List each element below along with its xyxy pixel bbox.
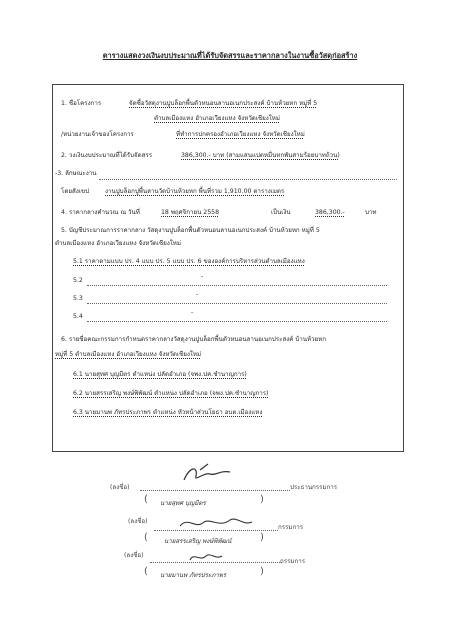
item5-4-line [87, 321, 387, 322]
item5-label: 5. บัญชีประมาณการราคากลาง วัสดุงานปูบล็อกพื้นตัวหนอนลานอเนกประสงค์ บ้านห้วยหก หมู่ที่ 5 [61, 227, 320, 234]
item2-label: 2. วงเงินงบประมาณที่ได้รับจัดสรร [61, 152, 153, 159]
document-title: ตารางแสดงวงเงินงบประมาณที่ได้รับจัดสรรและราคากลางในงานซื้อวัสดุก่อสร้าง [102, 51, 358, 60]
signature-2-name: นายสรรเสริญ พงษ์พิพัฒน์ [164, 538, 232, 545]
content-table [52, 84, 404, 452]
item3-description: งานปูบล็อกปูพื้นลานวัดบ้านห้วยหก พื้นที่รวม 1,910.00 ตารางเมตร [105, 188, 285, 195]
item3-label: -3. ลักษณะงาน [55, 170, 97, 177]
item4-unit: บาท [365, 209, 377, 216]
committee-member-3: 6.3 นายมานพ ภัทรประภาพร ตำแหน่ง หัวหน้าส่วนโยธา อบต.เมืองแหง [73, 409, 263, 416]
item5-1: 5.1 ราคาตามแบบ ปร. 4 แบบ ปร. 5 แบบ ปร. 6 ขององค์การบริหารส่วนตำบลเมืองแหง [73, 258, 305, 265]
item3-summary-label: โดยสังเขป [61, 188, 90, 195]
item2-budget: 386,300.- บาท (สามแสนแปดหมื่นหกพันสามร้อยบาทถ้วน) [181, 152, 340, 159]
item1-label: 1. ชื่อโครงการ [61, 100, 102, 107]
item6-location: หมู่ที่ 5 ตำบลเมืองแหง อำเภอเวียงแหง จังหวัดเชียงใหม่ [55, 351, 202, 358]
signature-1-name: นายสุทศ บุญมีตร [160, 500, 206, 507]
paren-close-1: ) [260, 494, 264, 505]
item5-2-line [87, 285, 387, 286]
signature-3-line [150, 562, 282, 563]
signature-1-role: ประธานกรรมการ [290, 484, 338, 491]
signature-3-label: (ลงชื่อ) [124, 552, 144, 559]
item5-3-line [87, 303, 387, 304]
item4-amount: 386,300.- [315, 209, 345, 216]
item4-label: 4. ราคากลางคำนวณ ณ วันที่ [61, 209, 140, 216]
signature-1-scribble [180, 462, 240, 486]
signature-1-label: (ลงชื่อ) [110, 484, 130, 491]
signature-1-line [140, 490, 290, 491]
item1-project-name: จัดซื้อวัสดุงานปูบล็อกพื้นตัวหนอนลานอเนกประสงค์ บ้านห้วยหก หมู่ที่ 5 [129, 100, 318, 107]
item4-date: 18 พฤศจิกายน 2558 [161, 209, 220, 216]
item6-label: 6. รายชื่อคณะกรรมการกำหนดราคากลางวัสดุงานปูบล็อกพื้นตัวหนอนลานอเนกประสงค์ บ้านห้วยหก [61, 336, 326, 343]
paren-open-1: ( [144, 494, 148, 505]
signature-3-role: กรรมการ [280, 558, 306, 565]
item1-agency: ที่ทำการปกครองอำเภอเวียงแหง จังหวัดเชียงใหม่ [176, 131, 305, 138]
item5-2-dash: - [201, 273, 204, 280]
signature-3-name: นายมานพ ภัทรประภาพร [160, 572, 227, 579]
item5-4: 5.4 [73, 313, 83, 320]
item1-location: ตำบลเมืองแหง อำเภอเวียงแหง จังหวัดเชียงใหม่ [154, 115, 280, 122]
item5-4-dash: - [191, 309, 194, 316]
item4-amount-label: เป็นเงิน [271, 209, 291, 216]
item5-2: 5.2 [73, 277, 83, 284]
paren-open-3: ( [144, 566, 148, 577]
signature-2-label: (ลงชื่อ) [128, 518, 148, 525]
signature-2-role: กรรมการ [278, 524, 304, 531]
signature-2-line [154, 530, 278, 531]
committee-member-1: 6.1 นายสุทศ บุญมีตร ตำแหน่ง ปลัดอำเภอ (จพง.ปค.ชำนาญการ) [73, 371, 247, 378]
paren-close-3: ) [260, 566, 264, 577]
paren-close-2: ) [260, 532, 264, 543]
signature-section [110, 462, 410, 582]
item5-location: ตำบลเมืองแหง อำเภอเวียงแหง จังหวัดเชียงใหม่ [55, 240, 181, 247]
item5-3-dash: - [196, 291, 199, 298]
item5-3: 5.3 [73, 295, 83, 302]
item3-dotted-line [99, 179, 397, 180]
paren-open-2: ( [144, 532, 148, 543]
item1-agency-label: /หน่วยงานเจ้าของโครงการ [61, 131, 134, 138]
committee-member-2: 6.2 นายสรรเสริญ พงษ์พิพัฒน์ ตำแหน่ง ปลัดอำเภอ (จพง.ปค.ชำนาญการ) [73, 390, 269, 397]
